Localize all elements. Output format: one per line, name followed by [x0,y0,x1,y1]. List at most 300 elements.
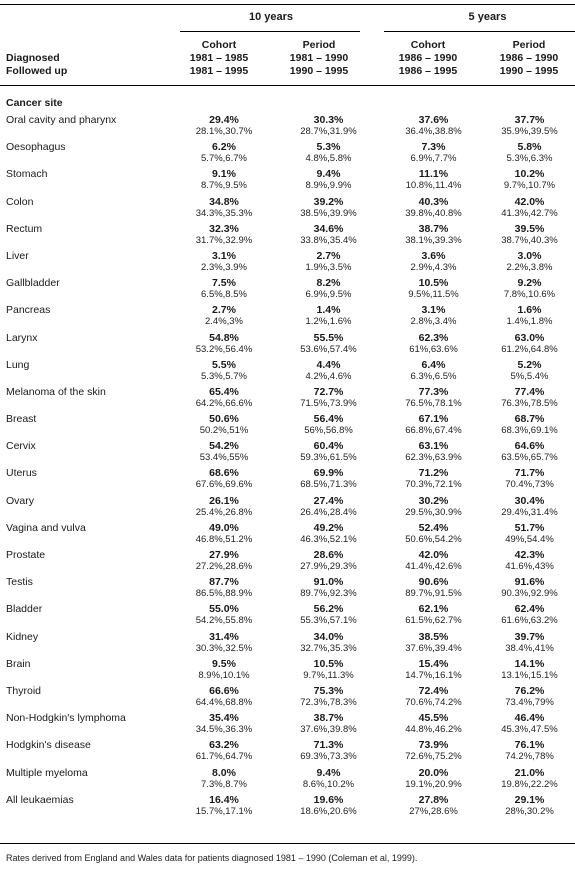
survival-rate: 72.4% [418,684,449,697]
cancer-site-label: Non-Hodgkin's lymphoma [6,712,126,725]
survival-cell [174,194,274,221]
column-name: Period [512,39,546,51]
table-row [0,221,575,248]
survival-cell [274,330,383,357]
cancer-site-label: Thyroid [6,684,42,697]
cancer-site-label: Kidney [6,630,39,643]
survival-rate: 68.7% [514,413,545,426]
survival-cell [484,792,575,819]
survival-rate: 20.0% [418,766,449,779]
cancer-site-label: Larynx [6,331,38,344]
survival-cell [174,384,274,411]
survival-rate: 8.0% [212,766,236,779]
confidence-interval: 61.2%,64.8% [501,343,558,355]
survival-rate: 42.0% [514,195,545,208]
table-row [0,465,575,492]
confidence-interval: 8.9%,10.1% [198,669,250,681]
survival-cell [484,520,575,547]
survival-cell [174,792,274,819]
survival-cell [383,465,484,492]
survival-rate: 11.1% [418,168,449,181]
table-row [0,139,575,166]
survival-rate: 14.1% [514,657,545,670]
table-row [0,547,575,574]
survival-rate: 5.2% [517,358,542,371]
column-diagnosed: 1986 – 1990 [499,52,559,64]
confidence-interval: 26.4%,28.4% [300,506,357,518]
table-row [0,629,575,656]
survival-rate: 52.4% [418,521,449,534]
survival-cell [484,139,575,166]
confidence-interval: 66.8%,67.4% [405,425,462,437]
column-header-5y-period [484,39,574,78]
survival-rate: 10.2% [514,168,545,181]
confidence-interval: 8.7%,9.5% [201,180,247,192]
column-diagnosed: 1981 – 1990 [289,52,349,64]
survival-rate: 32.3% [209,222,239,235]
survival-rate: 28.6% [313,549,344,561]
survival-table-body [0,112,575,819]
survival-rate: 30.3% [313,114,344,126]
survival-rate: 30.4% [514,494,545,507]
confidence-interval: 5.3%,6.3% [506,153,553,165]
survival-cell [274,166,383,193]
footnote: Rates derived from England and Wales data for patients diagnosed 1981 – 1990 (Coleman et al, 1999). [6,853,418,863]
confidence-interval: 1.4%,1.8% [506,316,553,328]
survival-cell [174,438,274,465]
confidence-interval: 49%,54.4% [505,533,554,545]
survival-cell [383,357,484,384]
survival-rate: 63.1% [418,440,449,453]
confidence-interval: 71.5%,73.9% [300,397,357,409]
table-row [0,248,575,275]
table-row [0,656,575,683]
confidence-interval: 25.4%,26.8% [195,506,253,518]
header-bottom-rule [0,85,575,86]
confidence-interval: 74.2%,78% [505,751,554,763]
survival-rate: 60.4% [313,440,344,453]
survival-rate: 5.8% [517,141,542,154]
section-title-cancer-site: Cancer site [6,97,63,109]
group-heading-5-years: 5 years [468,11,507,23]
confidence-interval: 38.1%,39.3% [405,234,462,246]
survival-rate: 75.3% [313,684,344,697]
group-heading-10-years: 10 years [248,11,294,23]
survival-cell [484,465,575,492]
survival-rate: 30.2% [418,494,449,507]
survival-rate: 51.7% [514,521,545,534]
confidence-interval: 50.6%,54.2% [405,533,462,545]
column-name: Cohort [201,39,237,51]
confidence-interval: 31.7%,32.9% [195,234,253,246]
survival-cell [274,275,383,302]
confidence-interval: 13.1%,15.1% [501,669,558,681]
confidence-interval: 2.4%,3% [204,316,244,328]
survival-rate: 38.5% [418,630,449,643]
survival-cell [383,629,484,656]
table-row [0,710,575,737]
table-row [0,302,575,329]
survival-rate: 3.1% [212,249,236,262]
survival-cell [383,112,484,139]
survival-cell [484,574,575,601]
cancer-site-label: Gallbladder [6,277,60,290]
survival-cell [274,493,383,520]
survival-cell [274,221,383,248]
confidence-interval: 55.3%,57.1% [300,615,357,627]
confidence-interval: 72.3%,78.3% [300,696,357,708]
confidence-interval: 68.3%,69.1% [501,425,558,437]
confidence-interval: 34.5%,36.3% [195,724,253,736]
survival-rate: 34.8% [209,195,239,208]
survival-rate: 2.7% [212,304,236,317]
survival-cell [274,574,383,601]
survival-rate: 10.5% [313,657,344,670]
survival-rate: 63.0% [514,331,545,344]
survival-cell [174,248,274,275]
survival-rate: 50.6% [209,413,239,426]
survival-cell [274,411,383,438]
survival-cell [174,601,274,628]
survival-cell [174,221,274,248]
confidence-interval: 70.6%,74.2% [405,696,462,708]
survival-cell [274,547,383,574]
confidence-interval: 76.3%,78.5% [501,397,558,409]
cancer-site-label: Oral cavity and pharynx [6,114,117,126]
survival-rate: 8.2% [316,277,341,290]
survival-cell [383,547,484,574]
confidence-interval: 64.4%,68.8% [195,696,253,708]
survival-cell [484,112,575,139]
survival-cell [274,520,383,547]
followed-up-label: Followed up [6,65,68,77]
survival-cell [174,683,274,710]
survival-cell [383,710,484,737]
confidence-interval: 27.9%,29.3% [300,561,357,572]
survival-rate: 71.7% [514,467,545,480]
confidence-interval: 70.4%,73% [505,479,554,491]
confidence-interval: 2.9%,4.3% [410,261,457,273]
survival-cell [383,765,484,792]
survival-cell [484,411,575,438]
column-header-10y-cohort [174,39,264,78]
cancer-site-label: Ovary [6,494,35,507]
confidence-interval: 53.6%,57.4% [300,343,357,355]
group-underline-10-years [180,31,360,32]
survival-rate: 72.7% [313,385,344,398]
survival-cell [274,710,383,737]
survival-rate: 65.4% [209,385,239,398]
survival-cell [484,357,575,384]
survival-cell [274,384,383,411]
survival-rate: 1.4% [316,304,341,317]
survival-rate: 76.2% [514,684,545,697]
confidence-interval: 46.8%,51.2% [195,533,253,545]
survival-cell [274,194,383,221]
survival-cell [174,737,274,764]
table-row [0,194,575,221]
confidence-interval: 9.5%,11.5% [408,289,459,301]
survival-rate: 54.8% [209,331,239,344]
survival-rate: 6.4% [421,358,446,371]
survival-rate: 45.5% [418,712,449,725]
confidence-interval: 6.9%,7.7% [410,153,457,165]
cancer-site-label: Hodgkin's disease [6,739,91,752]
diagnosed-label: Diagnosed [6,52,60,64]
survival-rate: 27.9% [209,549,239,561]
survival-cell [174,166,274,193]
column-diagnosed: 1981 – 1985 [189,52,249,64]
survival-rate: 3.0% [517,249,542,262]
survival-rate: 7.5% [212,277,236,290]
survival-cell [174,465,274,492]
confidence-interval: 5.7%,6.7% [201,153,247,165]
survival-cell [484,737,575,764]
confidence-interval: 28%,30.2% [505,805,554,817]
survival-cell [484,547,575,574]
survival-cell [274,656,383,683]
cancer-site-label: Prostate [6,549,46,561]
survival-cell [484,302,575,329]
confidence-interval: 28.7%,31.9% [300,126,357,137]
survival-rate: 27.8% [418,793,449,806]
survival-cell [174,139,274,166]
survival-rate: 49.2% [313,521,344,534]
confidence-interval: 2.8%,3.4% [410,316,457,328]
table-row [0,683,575,710]
table-row [0,357,575,384]
table-row [0,493,575,520]
confidence-interval: 4.2%,4.6% [305,370,352,382]
confidence-interval: 86.5%,88.9% [195,588,253,600]
survival-rate: 62.4% [514,603,545,616]
survival-cell [484,166,575,193]
confidence-interval: 30.3%,32.5% [195,642,253,654]
survival-rate: 54.2% [209,440,239,453]
confidence-interval: 15.7%,17.1% [195,805,253,817]
survival-cell [174,330,274,357]
confidence-interval: 61.6%,63.2% [501,615,558,627]
survival-rate: 66.6% [209,684,239,697]
survival-rate: 55.5% [313,331,344,344]
survival-rate: 37.7% [514,114,545,126]
survival-rate: 73.9% [418,739,449,752]
survival-rate: 27.4% [313,494,344,507]
cancer-site-label: Stomach [6,168,48,181]
survival-cell [174,710,274,737]
survival-cell [383,411,484,438]
survival-rate: 39.5% [514,222,545,235]
confidence-interval: 61.7%,64.7% [195,751,253,763]
survival-cell [383,248,484,275]
survival-cell [174,411,274,438]
survival-cell [484,438,575,465]
survival-rate: 29.1% [514,793,545,806]
survival-cell [484,493,575,520]
survival-rate: 77.3% [418,385,449,398]
confidence-interval: 1.2%,1.6% [305,316,352,328]
confidence-interval: 89.7%,91.5% [405,588,462,600]
survival-rate: 67.1% [418,413,449,426]
confidence-interval: 27.2%,28.6% [195,561,253,572]
confidence-interval: 27%,28.6% [409,805,458,817]
cancer-site-label: Uterus [6,467,37,480]
confidence-interval: 33.8%,35.4% [300,234,357,246]
survival-rate: 91.0% [313,576,344,589]
confidence-interval: 38.4%,41% [505,642,554,654]
survival-cell [274,601,383,628]
confidence-interval: 70.3%,72.1% [405,479,462,491]
survival-cell [174,629,274,656]
survival-rate: 9.2% [517,277,542,290]
confidence-interval: 61.5%,62.7% [405,615,462,627]
column-header-10y-period [274,39,364,78]
survival-rate: 21.0% [514,766,545,779]
survival-rate: 90.6% [418,576,449,589]
confidence-interval: 38.5%,39.9% [300,207,357,219]
header-row-labels [6,52,67,78]
table-row [0,574,575,601]
survival-rate: 9.1% [212,168,236,181]
confidence-interval: 45.3%,47.5% [501,724,558,736]
confidence-interval: 59.3%,61.5% [300,452,357,464]
confidence-interval: 90.3%,92.9% [501,588,558,600]
survival-cell [174,547,274,574]
survival-cell [484,384,575,411]
survival-rate: 39.7% [514,630,545,643]
survival-rate: 38.7% [313,712,344,725]
survival-table [0,112,575,819]
confidence-interval: 10.8%,11.4% [405,180,462,192]
cancer-site-label: Rectum [6,222,43,235]
survival-cell [484,710,575,737]
survival-rate: 26.1% [209,494,239,507]
survival-cell [274,112,383,139]
confidence-interval: 37.6%,39.4% [405,642,462,654]
survival-cell [274,765,383,792]
column-followed: 1986 – 1995 [398,65,458,77]
column-diagnosed: 1986 – 1990 [398,52,458,64]
survival-rate: 15.4% [418,657,449,670]
table-row [0,737,575,764]
survival-cell [383,194,484,221]
cancer-site-label: Vagina and vulva [6,521,86,534]
survival-rate: 55.0% [209,603,239,616]
survival-cell [383,384,484,411]
survival-rate: 9.4% [316,766,341,779]
survival-rate: 49.0% [209,521,239,534]
survival-rate: 7.3% [421,141,446,154]
survival-cell [274,302,383,329]
column-name: Cohort [410,39,446,51]
column-name: Period [302,39,336,51]
confidence-interval: 19.8%,22.2% [501,778,558,790]
survival-rate: 19.6% [313,793,344,806]
table-row [0,166,575,193]
cancer-site-label: Colon [6,195,34,208]
confidence-interval: 34.3%,35.3% [195,207,253,219]
survival-cell [484,275,575,302]
cancer-site-label: Breast [6,413,37,426]
confidence-interval: 53.4%,55% [199,452,249,464]
cancer-site-label: Pancreas [6,304,51,317]
survival-rate: 71.3% [313,739,344,752]
confidence-interval: 29.5%,30.9% [405,506,462,518]
confidence-interval: 44.8%,46.2% [405,724,462,736]
survival-cell [484,221,575,248]
survival-cell [383,683,484,710]
survival-cell [174,275,274,302]
survival-cell [383,574,484,601]
table-row [0,275,575,302]
survival-rate: 35.4% [209,712,239,725]
confidence-interval: 32.7%,35.3% [300,642,357,654]
survival-rate: 69.9% [313,467,344,480]
confidence-interval: 37.6%,39.8% [300,724,357,736]
table-row [0,792,575,819]
confidence-interval: 39.8%,40.8% [405,207,462,219]
confidence-interval: 56%,56.8% [304,425,353,437]
survival-cell [484,330,575,357]
cancer-site-label: Oesophagus [6,141,66,154]
cancer-site-label: Cervix [6,440,36,453]
survival-rate: 91.6% [514,576,545,589]
survival-rate: 63.2% [209,739,239,752]
survival-rate: 62.1% [418,603,449,616]
survival-cell [383,520,484,547]
survival-cell [174,112,274,139]
confidence-interval: 54.2%,55.8% [195,615,253,627]
confidence-interval: 50.2%,51% [199,425,249,437]
survival-cell [274,629,383,656]
confidence-interval: 2.2%,3.8% [506,261,553,273]
survival-rate: 10.5% [418,277,449,290]
confidence-interval: 63.5%,65.7% [501,452,558,464]
table-row [0,384,575,411]
survival-cell [383,792,484,819]
survival-rate: 2.7% [316,249,341,262]
cancer-site-label: Melanoma of the skin [6,385,106,398]
confidence-interval: 72.6%,75.2% [405,751,462,763]
survival-rate: 3.1% [421,304,446,317]
confidence-interval: 28.1%,30.7% [195,126,253,137]
survival-rate: 71.2% [418,467,449,480]
survival-cell [274,139,383,166]
survival-rate: 77.4% [514,385,545,398]
column-header-5y-cohort [383,39,473,78]
cancer-site-label: Testis [6,576,33,589]
confidence-interval: 5%,5.4% [510,370,549,382]
confidence-interval: 18.6%,20.6% [300,805,357,817]
survival-cell [274,465,383,492]
survival-rate: 62.3% [418,331,449,344]
confidence-interval: 9.7%,11.3% [303,669,354,681]
survival-rate: 4.4% [316,358,341,371]
confidence-interval: 19.1%,20.9% [405,778,462,790]
survival-cell [174,493,274,520]
survival-cell [383,601,484,628]
survival-cell [174,520,274,547]
confidence-interval: 2.3%,3.9% [201,261,247,273]
survival-cell [484,765,575,792]
confidence-interval: 76.5%,78.1% [405,397,462,409]
survival-rate: 9.5% [212,657,236,670]
column-followed: 1990 – 1995 [499,65,559,77]
survival-cell [484,248,575,275]
confidence-interval: 8.9%,9.9% [305,180,352,192]
confidence-interval: 38.7%,40.3% [501,234,558,246]
survival-rate: 76.1% [514,739,545,752]
